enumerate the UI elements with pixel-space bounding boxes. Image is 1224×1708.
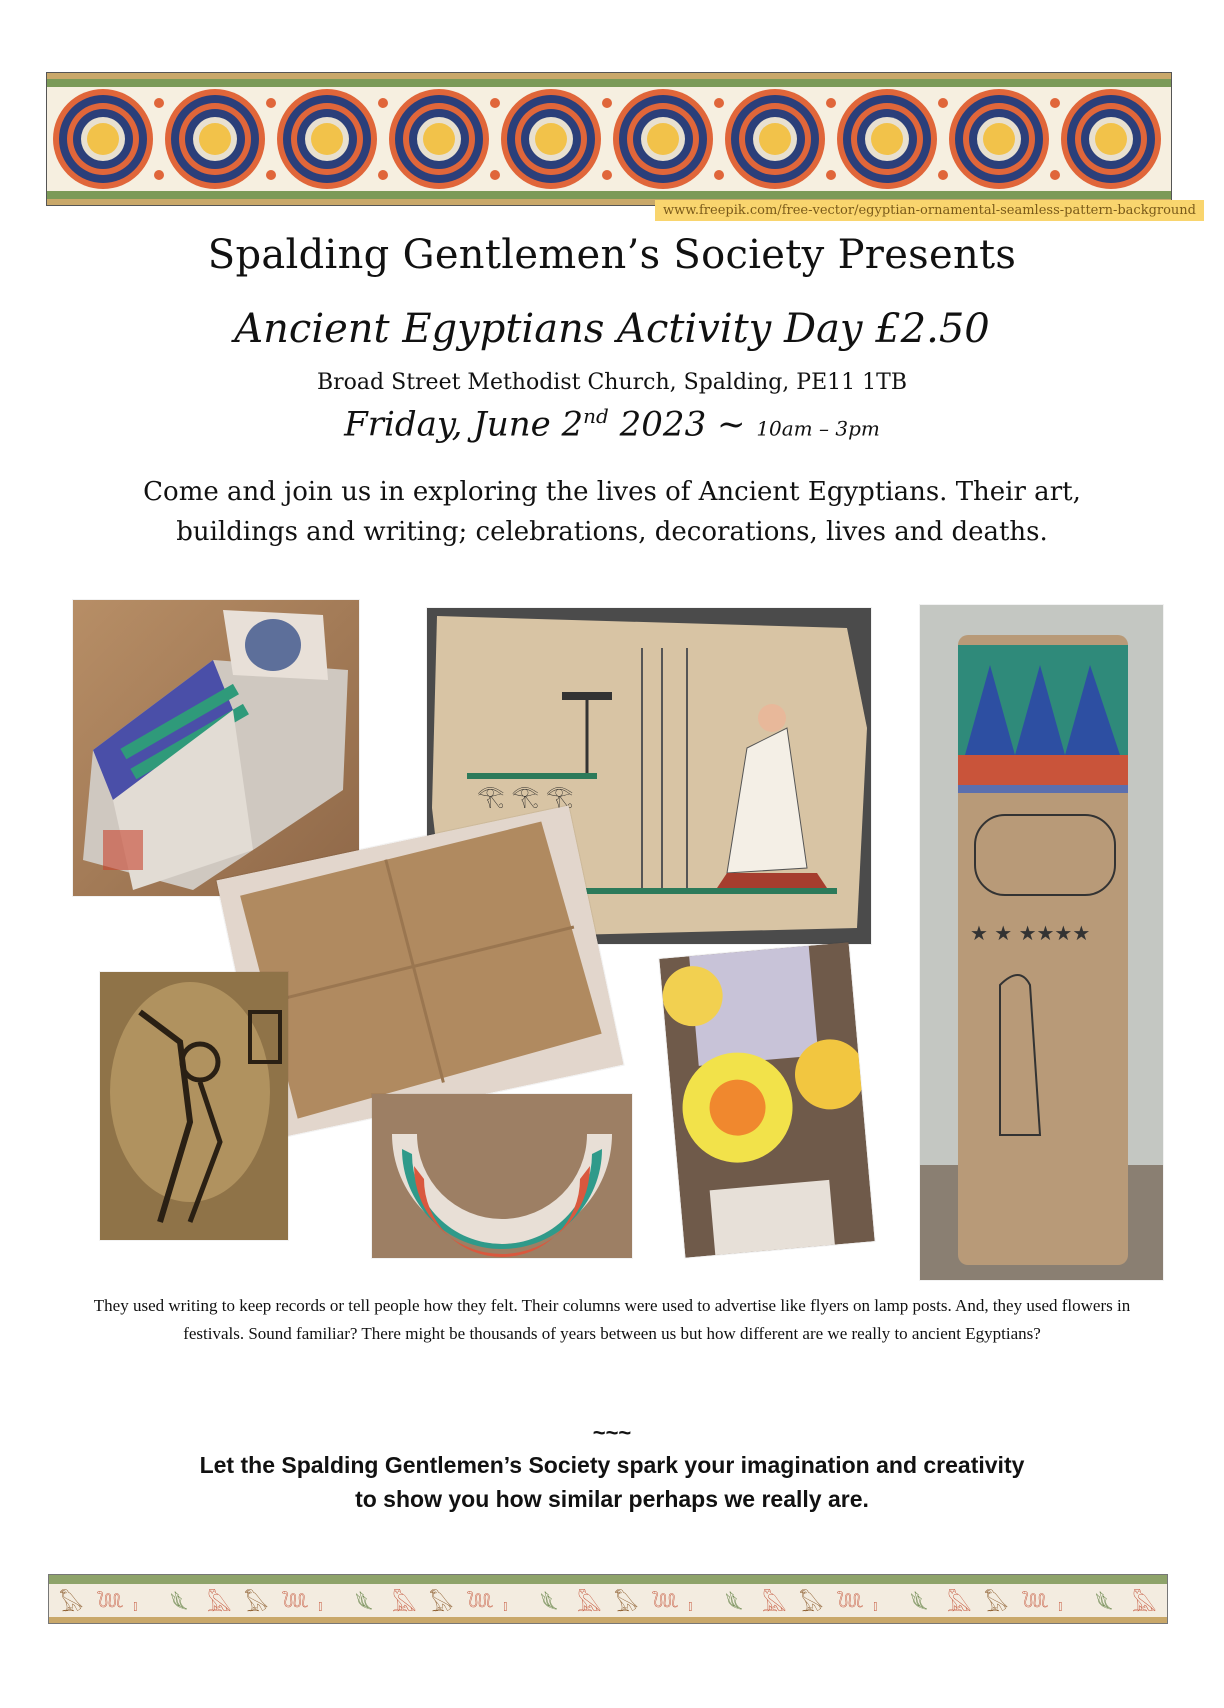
- svg-text:𓆙: 𓆙: [466, 1592, 495, 1617]
- svg-text:𓏤: 𓏤: [318, 1592, 323, 1617]
- event-title: Ancient Egyptians Activity Day £2.50: [234, 306, 990, 352]
- svg-text:𓆙: 𓆙: [96, 1592, 125, 1617]
- event-time: 10am – 3pm: [756, 416, 880, 441]
- svg-text:𓅓: 𓅓: [577, 1592, 602, 1617]
- photo-flowers: [659, 942, 874, 1257]
- image-credit: www.freepik.com/free-vector/egyptian-ornamental-seamless-pattern-background: [655, 200, 1204, 221]
- svg-text:𓆙: 𓆙: [651, 1592, 680, 1617]
- svg-text:𓏤: 𓏤: [873, 1592, 878, 1617]
- photo-collar-necklace: [372, 1094, 632, 1258]
- closing-line-2: to show you how similar perhaps we really are.: [355, 1486, 869, 1512]
- date-year: 2023 ~: [608, 404, 757, 445]
- svg-text:𓆰: 𓆰: [355, 1592, 373, 1617]
- bottom-hieroglyph-border: [48, 1574, 1168, 1624]
- event-venue: Broad Street Methodist Church, Spalding, PE11 1TB: [317, 370, 907, 395]
- svg-text:𓆙: 𓆙: [836, 1592, 865, 1617]
- photo-column-tube: [920, 605, 1163, 1280]
- closing-message: [0, 1448, 1224, 1516]
- svg-text:𓆰: 𓆰: [910, 1592, 928, 1617]
- svg-text:𓆰: 𓆰: [725, 1592, 743, 1617]
- svg-text:𓅓: 𓅓: [392, 1592, 417, 1617]
- svg-text:𓆙: 𓆙: [281, 1592, 310, 1617]
- svg-text:𓅃: 𓅃: [244, 1592, 269, 1617]
- photo-painted-box: [73, 600, 359, 896]
- svg-text:𓆰: 𓆰: [1095, 1592, 1113, 1617]
- svg-text:𓏤: 𓏤: [133, 1592, 138, 1617]
- closing-line-1: Let the Spalding Gentlemen’s Society spark your imagination and creativity: [199, 1452, 1025, 1478]
- svg-text:𓅃: 𓅃: [59, 1592, 84, 1617]
- svg-text:𓅓: 𓅓: [947, 1592, 972, 1617]
- svg-text:𓏤: 𓏤: [1058, 1592, 1063, 1617]
- photo-carving: [100, 972, 288, 1240]
- date-suffix: nd: [583, 404, 609, 428]
- svg-text:𓆰: 𓆰: [170, 1592, 188, 1617]
- svg-text:𓅓: 𓅓: [207, 1592, 232, 1617]
- svg-text:𓏤: 𓏤: [688, 1592, 693, 1617]
- svg-text:𓆙: 𓆙: [1021, 1592, 1050, 1617]
- svg-text:𓅃: 𓅃: [614, 1592, 639, 1617]
- svg-text:𓏤: 𓏤: [503, 1592, 508, 1617]
- svg-text:𓆰: 𓆰: [540, 1592, 558, 1617]
- page-title: Spalding Gentlemen’s Society Presents: [207, 232, 1017, 278]
- svg-text:𓅃: 𓅃: [429, 1592, 454, 1617]
- date-prefix: Friday, June 2: [344, 404, 584, 445]
- svg-text:★ ★ ★★★★: ★ ★ ★★★★: [970, 921, 1091, 945]
- caption-paragraph: They used writing to keep records or tell people how they felt. Their columns were used to advertise like flyers on lamp posts. And, they used flowers in festivals. Sound familiar? There might be thousands of years between us but how different are we really to ancient Egyptians?: [93, 1296, 1131, 1343]
- svg-text:𓅃: 𓅃: [799, 1592, 824, 1617]
- intro-paragraph: Come and join us in exploring the lives of Ancient Egyptians. Their art, buildings and writing; celebrations, decorations, lives and deaths.: [143, 477, 1081, 547]
- svg-text:𓅃: 𓅃: [984, 1592, 1009, 1617]
- event-date: [0, 404, 1224, 444]
- svg-text:𓅓: 𓅓: [1132, 1592, 1157, 1617]
- svg-text:𓅓: 𓅓: [762, 1592, 787, 1617]
- top-ornamental-border: [46, 72, 1172, 206]
- svg-text:𓂀 𓂀 𓂀: 𓂀 𓂀 𓂀: [477, 784, 574, 809]
- separator: ~~~: [592, 1420, 632, 1445]
